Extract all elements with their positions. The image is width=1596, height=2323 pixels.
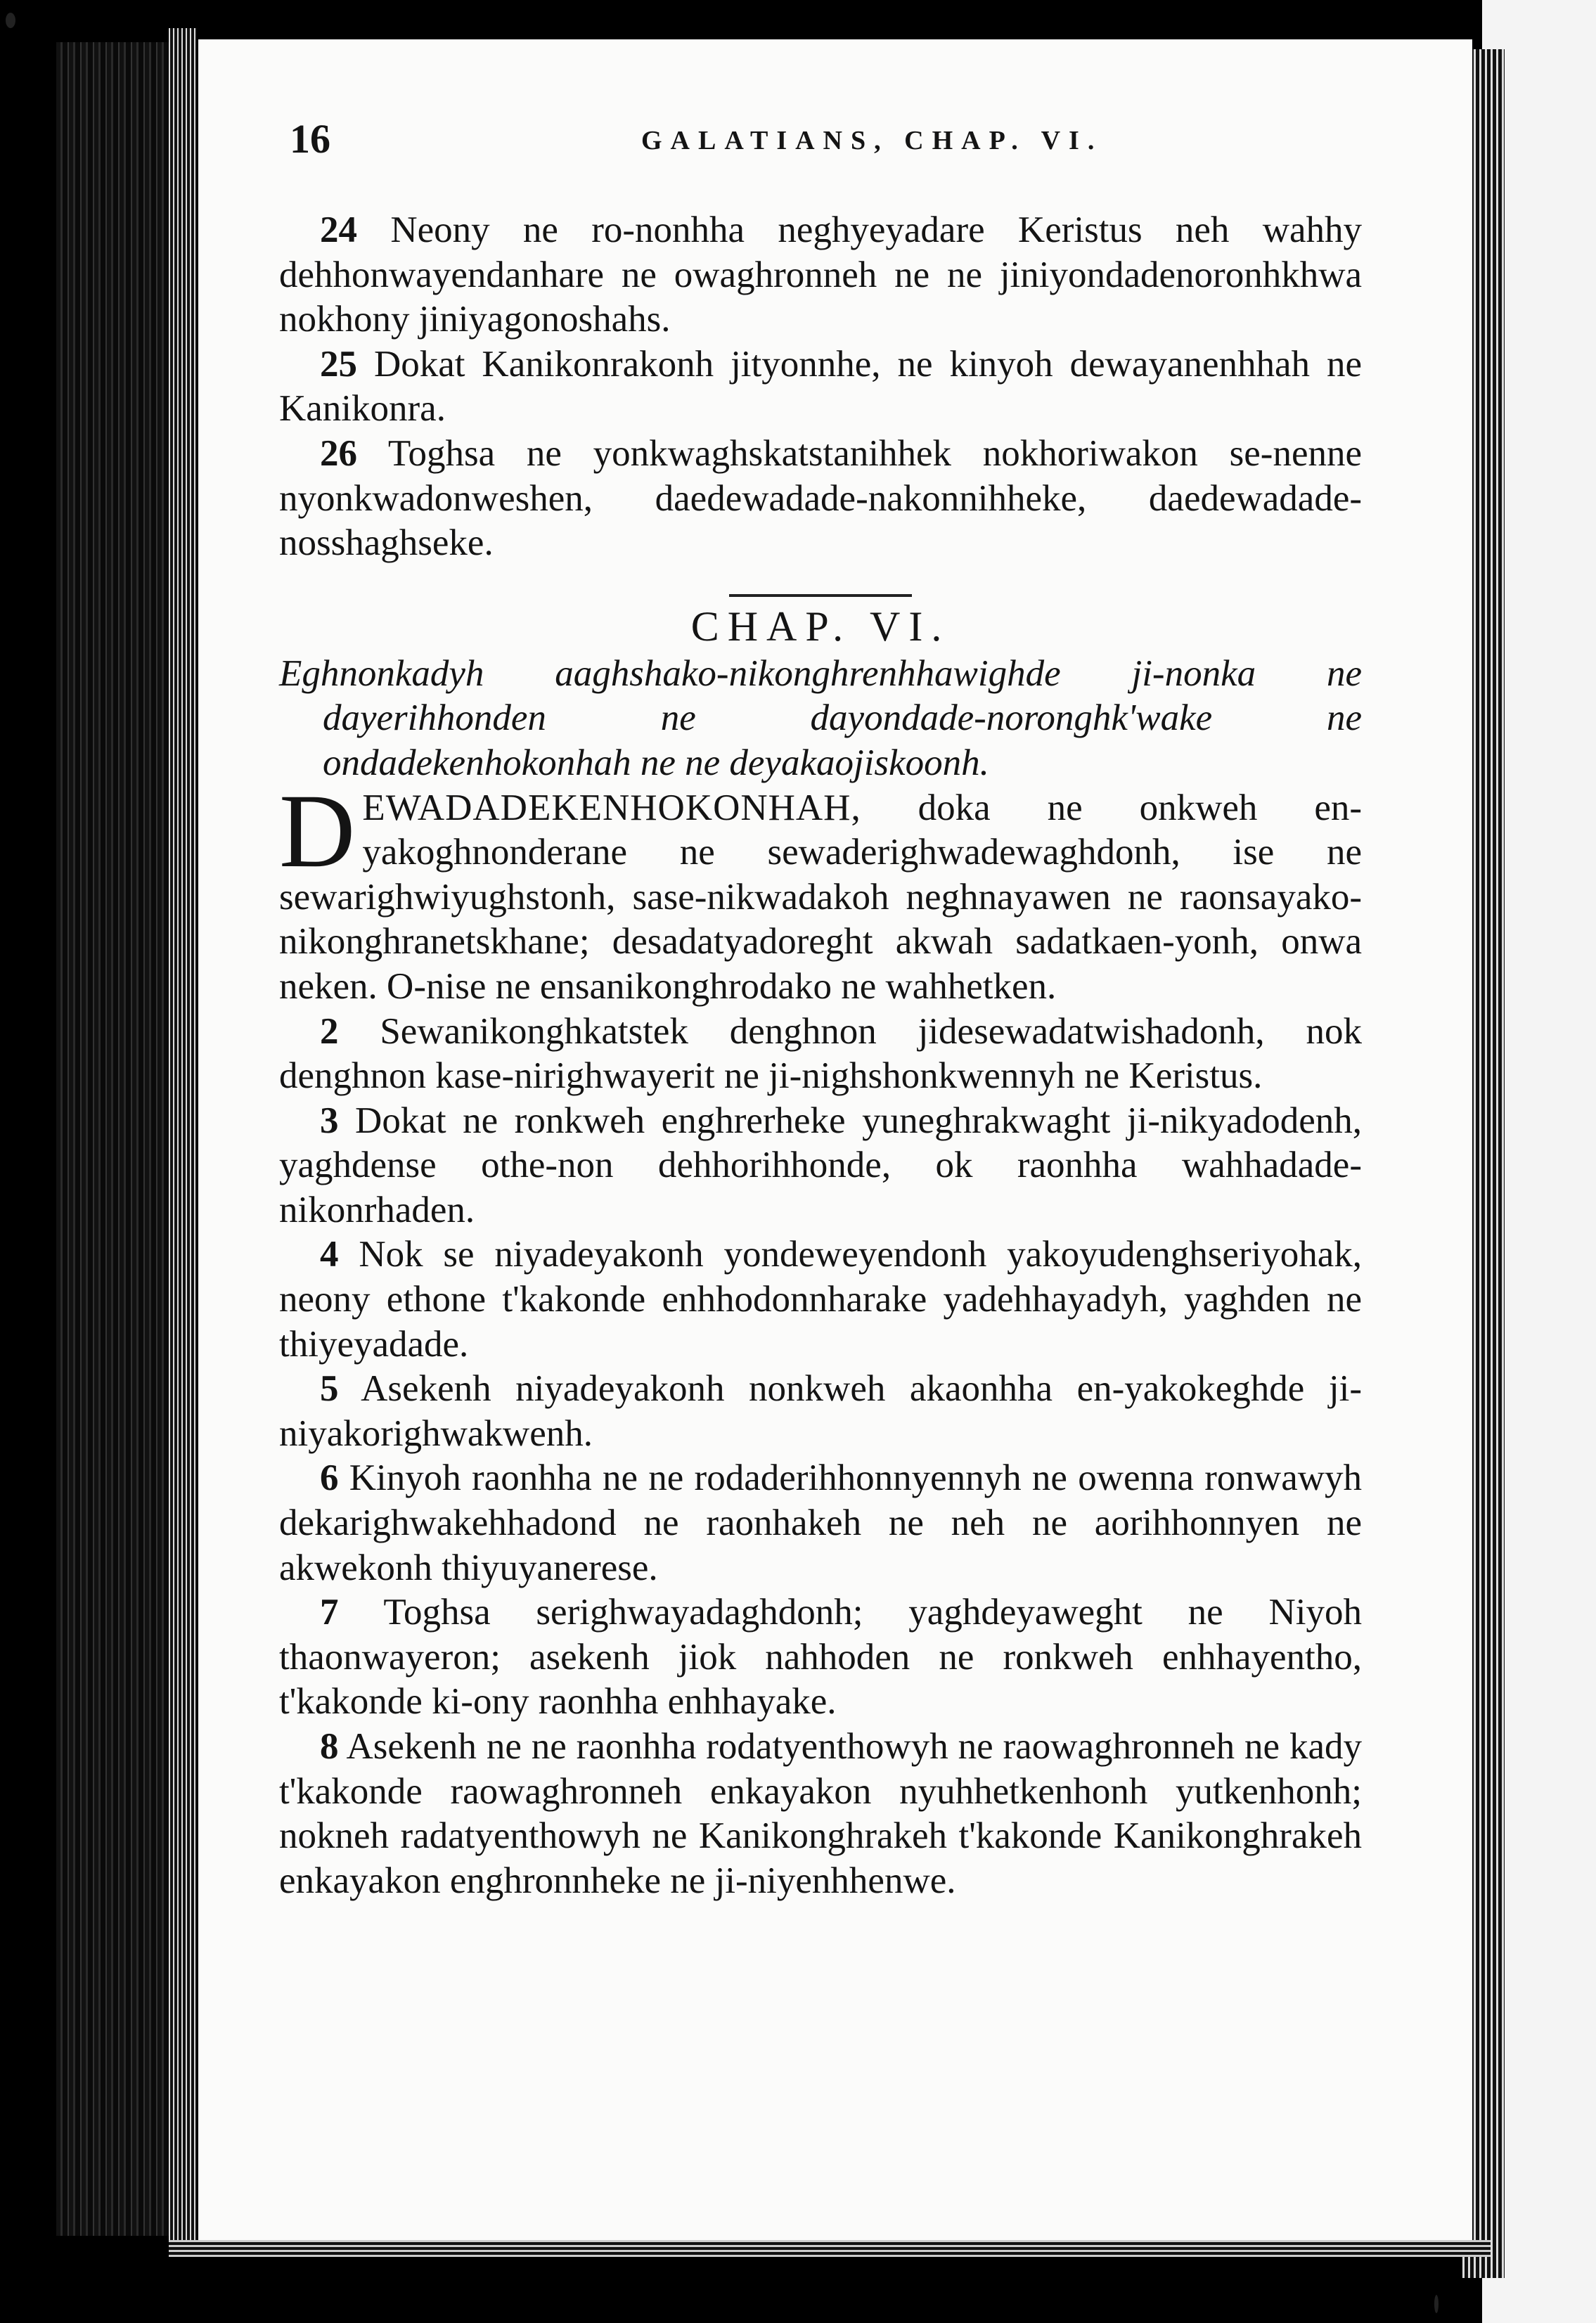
page-stack-bottom bbox=[169, 2240, 1491, 2257]
verse-number: 2 bbox=[320, 1010, 339, 1052]
verse bbox=[279, 1010, 1362, 1099]
verse-text: Asekenh ne ne raonhha rodatyenthowyh ne raowaghronneh ne kady t'kakonde raowaghronneh enkayakon nyuhhetkenhonh yutkenhonh; nokneh radatyenthowyh ne Kanikonghrakeh t'kakonde Kanikonghrakeh enkayakon enghronnheke ne ji-niyenhhenwe. bbox=[279, 1726, 1362, 1901]
verse bbox=[279, 1099, 1362, 1233]
verse bbox=[279, 1725, 1362, 1903]
verse bbox=[279, 432, 1362, 566]
verse-number: 5 bbox=[320, 1368, 339, 1410]
verse-text: Dokat ne ronkweh enghrerheke yuneghrakwaght ji-nikyadodenh, yaghdense othe-non dehhorihhonde, ok raonhha wahhadade-nikonrhaden. bbox=[279, 1100, 1363, 1230]
verse-number: 6 bbox=[320, 1457, 339, 1499]
page-header bbox=[290, 115, 1443, 172]
first-verse bbox=[279, 772, 1363, 1010]
section-divider bbox=[729, 594, 912, 597]
verse-number: 4 bbox=[320, 1234, 339, 1275]
verse-text: Sewanikonghkatstek denghnon jidesewadatwishadonh, nok denghnon kase-nirighwayerit ne ji-nighshonkwennyh ne Keristus. bbox=[279, 1010, 1362, 1097]
scan-speck bbox=[1434, 2295, 1439, 2313]
verse-text: Neony ne ro-nonhha neghyeyadare Keristus neh wahhy dehhonwayendanhare ne owaghronneh ne ne jiniyondadenoronhkhwa nokhony jiniyagonoshahs. bbox=[279, 210, 1363, 340]
verse-number: 7 bbox=[320, 1592, 339, 1633]
verse-text: Nok se niyadeyakonh yondeweyendonh yakoyudenghseriyohak, neony ethone t'kakonde enhhodonnharake yadehhayadyh, yaghden ne thiyeyadade. bbox=[279, 1234, 1363, 1365]
chapter-summary: Eghnonkadyh aaghshako-nikonghrenhhawighde ji-nonka ne dayerihhonden ne dayondade-noronghk'wake ne ondadekenhokonhah ne ne deyakaojiskoonh. bbox=[279, 652, 1362, 783]
verse bbox=[279, 1367, 1362, 1456]
verse bbox=[279, 1590, 1362, 1725]
verse bbox=[279, 208, 1362, 342]
chapter-heading: CHAP. VI. bbox=[690, 603, 951, 650]
verse-text: Toghsa ne yonkwaghskatstanihhek nokhoriwakon se-nenne nyonkwadonweshen, daedewadade-nakonnihheke, daedewadade-nosshaghseke. bbox=[279, 432, 1363, 564]
verse bbox=[279, 1456, 1362, 1590]
verse-text: Toghsa serighwayadaghdonh; yaghdeyaweght ne Niyoh thaonwayeron; asekenh jiok nahhoden ne ronkweh enhhayentho, t'kakonde ki-ony raonhha enhhayake. bbox=[279, 1592, 1362, 1723]
page-stack-left bbox=[169, 28, 197, 2257]
page-number: 16 bbox=[290, 116, 330, 162]
verse-text: Kinyoh raonhha ne ne rodaderihhonnyennyh ne owenna ronwawyh dekarighwakehhadond ne raonhakeh ne neh ne aorihhonnyen ne akwekonh thiyuyanerese. bbox=[279, 1457, 1362, 1588]
scan-speck bbox=[6, 13, 15, 28]
verse-text: Dokat Kanikonrakonh jityonnhe, ne kinyoh dewayanenhhah ne Kanikonra. bbox=[279, 343, 1362, 430]
text-block bbox=[279, 208, 1362, 1903]
verse-number: 25 bbox=[320, 343, 357, 385]
verse-number: 26 bbox=[320, 432, 357, 474]
first-word: EWADADEKENHOKONHAH, bbox=[362, 787, 861, 828]
verse-text: doka ne onkweh en-yakoghnonderane ne sewaderighwadewaghdonh, ise ne sewarighwiyughstonh, sase-nikwadakoh neghnayawen ne raonsayako-nikonghranetskhane; desadatyadoreght akwah sadatkaen-yonh, onwa neken. O-nise ne ensanikonghrodako ne wahhetken. bbox=[279, 787, 1363, 1007]
verse-number: 3 bbox=[320, 1100, 339, 1141]
verse-number: 24 bbox=[320, 210, 357, 250]
book-page bbox=[198, 39, 1472, 2240]
verse bbox=[279, 342, 1362, 432]
drop-cap: D bbox=[279, 772, 356, 889]
verse-number: 8 bbox=[320, 1726, 339, 1767]
verse bbox=[279, 1233, 1362, 1367]
verse-text: Asekenh niyadeyakonh nonkweh akaonhha en-yakokeghde ji-niyakorighwakwenh. bbox=[279, 1368, 1362, 1454]
running-head: GALATIANS, CHAP. VI. bbox=[641, 126, 1103, 155]
